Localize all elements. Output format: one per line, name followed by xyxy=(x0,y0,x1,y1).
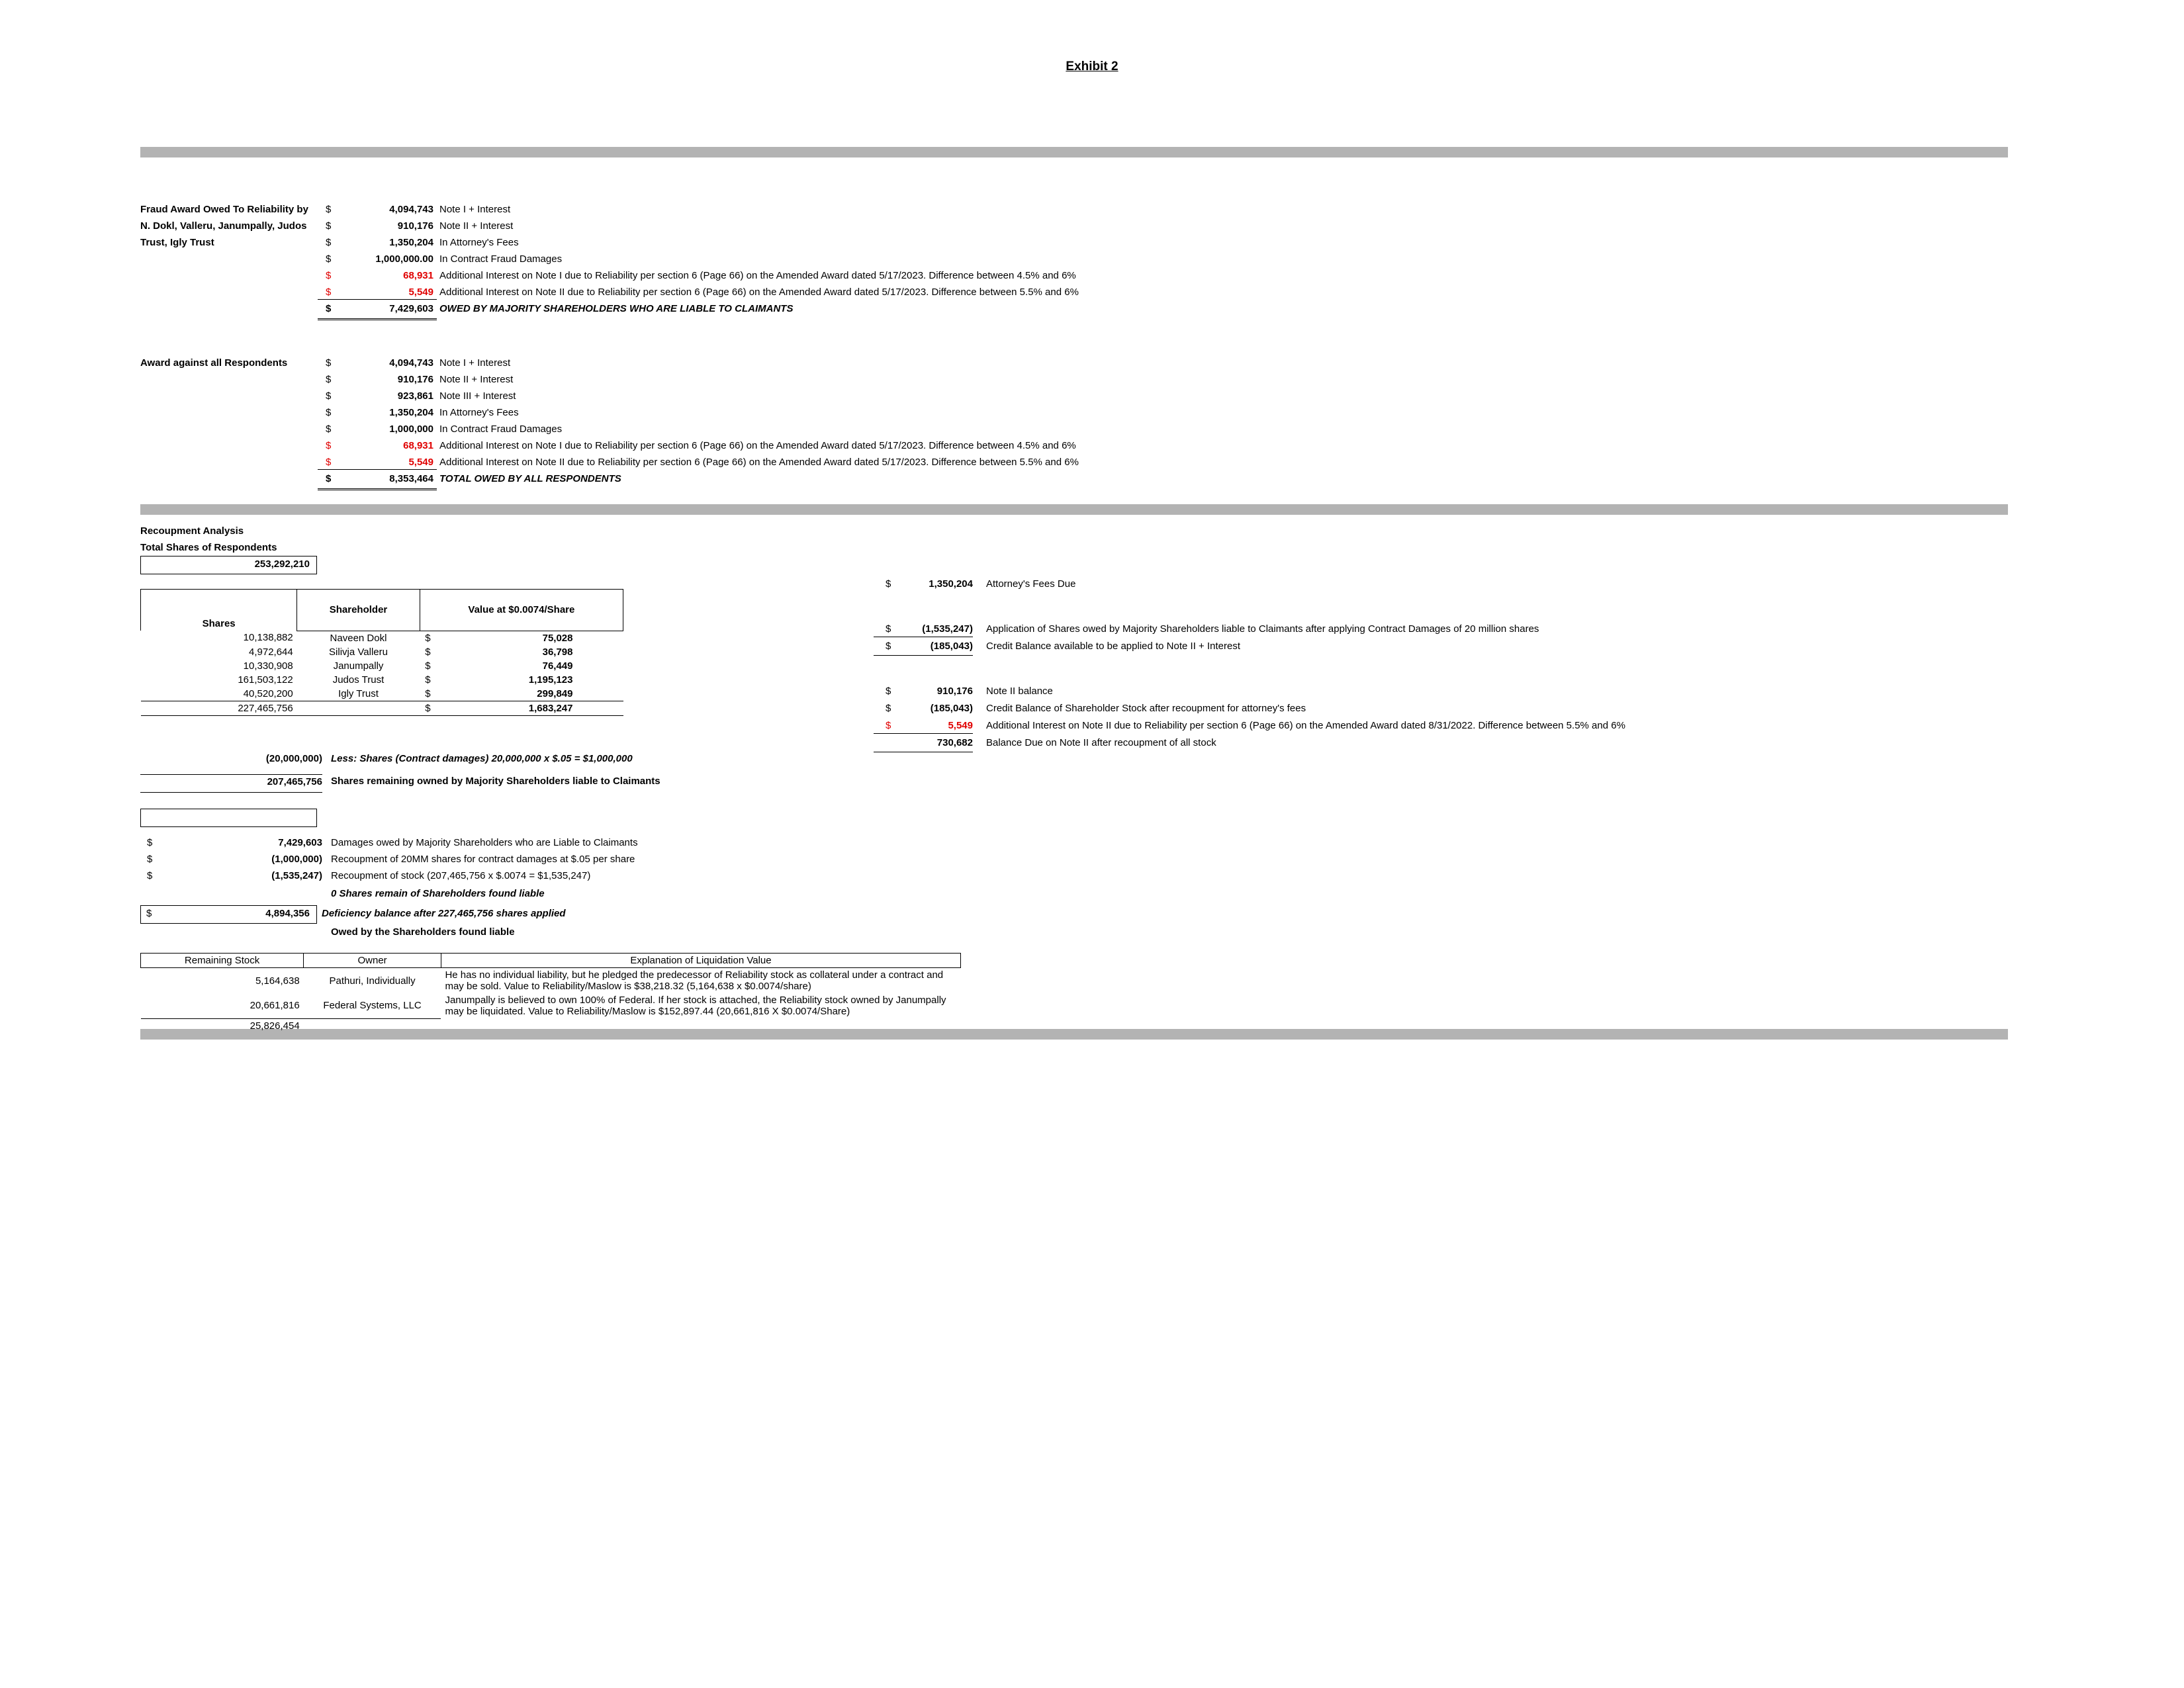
fraud-total-rule-double xyxy=(318,318,437,320)
additional-interest-symbol: $ xyxy=(886,720,891,731)
table-total-row xyxy=(141,1018,961,1033)
fraud-total-symbol: $ xyxy=(326,303,332,314)
header-shareholder: Shareholder xyxy=(297,590,420,631)
table-header-row xyxy=(141,590,623,631)
resp-row-5-symbol: $ xyxy=(326,440,332,451)
resp-row-6-desc: Additional Interest on Note II due to Reliability per section 6 (Page 66) on the Amended Award dated 5/17/2023. Difference between 5.5% and 6% xyxy=(439,457,1079,468)
fraud-award-label-line-3: Trust, Igly Trust xyxy=(140,237,214,248)
fraud-row-4-amount: 68,931 xyxy=(403,270,433,281)
fraud-row-4-symbol: $ xyxy=(326,270,332,281)
resp-total-symbol: $ xyxy=(326,473,332,484)
remaining-stock-table xyxy=(140,953,961,1033)
fraud-total-rule xyxy=(318,299,437,300)
resp-row-4-amount: 1,000,000 xyxy=(389,423,433,435)
remaining-shares-amount: 207,465,756 xyxy=(140,774,322,787)
resp-row-1-symbol: $ xyxy=(326,374,332,385)
fraud-award-label-line-1: Fraud Award Owed To Reliability by xyxy=(140,204,308,215)
damages-1-desc: Recoupment of 20MM shares for contract damages at $.05 per share xyxy=(331,854,635,865)
fraud-row-0-amount: 4,094,743 xyxy=(389,204,433,215)
resp-row-6-symbol: $ xyxy=(326,457,332,468)
additional-interest-desc: Additional Interest on Note II due to Reliability per section 6 (Page 66) on the Amended Award dated 8/31/2022. Difference between 5.5% and 6% xyxy=(986,720,1625,731)
row-4-value: 299,849 xyxy=(537,688,573,699)
stock-row-1-explanation: Janumpally is believed to own 100% of Federal. If her stock is attached, the Reliability stock owned by Janumpally may be liquidated. Value to Reliability/Maslow is $152,897.44 (20,661,816 X $0.0074/Share) xyxy=(445,995,946,1017)
row-4-symbol: $ xyxy=(425,688,431,699)
deficiency-desc-2: Owed by the Shareholders found liable xyxy=(331,926,515,938)
resp-row-2-symbol: $ xyxy=(326,390,332,402)
resp-row-3-amount: 1,350,204 xyxy=(389,407,433,418)
damages-0-desc: Damages owed by Majority Shareholders who are Liable to Claimants xyxy=(331,837,638,848)
stock-row-0-explanation: He has no individual liability, but he pledged the predecessor of Reliability stock as collateral under a contract and may be sold. Value to Reliability/Maslow is $38,218.32 (5,164,638 x $0.0074/share) xyxy=(445,969,944,992)
note2-balance-desc: Note II balance xyxy=(986,686,1053,697)
resp-total-rule-double xyxy=(318,488,437,490)
credit-balance-desc: Credit Balance available to be applied to Note II + Interest xyxy=(986,641,1240,652)
fraud-row-4-desc: Additional Interest on Note I due to Reliability per section 6 (Page 66) on the Amended Award dated 5/17/2023. Difference between 4.5% and 6% xyxy=(439,270,1076,281)
deficiency-symbol: $ xyxy=(146,908,152,919)
resp-row-5-desc: Additional Interest on Note I due to Reliability per section 6 (Page 66) on the Amended Award dated 5/17/2023. Difference between 4.5% and 6% xyxy=(439,440,1076,451)
fraud-row-3-symbol: $ xyxy=(326,253,332,265)
stock-row-0-owner: Pathuri, Individually xyxy=(329,975,416,987)
fraud-row-1-desc: Note II + Interest xyxy=(439,220,514,232)
fraud-total-desc: OWED BY MAJORITY SHAREHOLDERS WHO ARE LIABLE TO CLAIMANTS xyxy=(439,303,794,314)
row-3-symbol: $ xyxy=(425,674,431,686)
row-1-symbol: $ xyxy=(425,646,431,658)
header-shares: Shares xyxy=(141,590,297,631)
row-4-shares: 40,520,200 xyxy=(141,687,297,701)
resp-row-5-amount: 68,931 xyxy=(403,440,433,451)
resp-row-3-desc: In Attorney's Fees xyxy=(439,407,519,418)
attorney-fees-desc: Attorney's Fees Due xyxy=(986,578,1076,590)
share-total-value: 1,683,247 xyxy=(528,702,573,714)
row-2-value: 76,449 xyxy=(542,660,573,672)
resp-total-rule xyxy=(318,469,437,470)
shareholder-value-table xyxy=(140,589,623,716)
remaining-shares-desc: Shares remaining owned by Majority Shareholders liable to Claimants xyxy=(331,776,660,787)
row-0-symbol: $ xyxy=(425,632,431,644)
fraud-row-0-symbol: $ xyxy=(326,204,332,215)
fraud-award-label-line-2: N. Dokl, Valleru, Janumpally, Judos xyxy=(140,220,307,232)
resp-row-1-desc: Note II + Interest xyxy=(439,374,514,385)
credit-after-symbol: $ xyxy=(886,703,891,714)
resp-row-4-symbol: $ xyxy=(326,423,332,435)
table-row xyxy=(141,631,623,645)
stock-total: 25,826,454 xyxy=(250,1020,300,1032)
balance-due-rule xyxy=(874,733,973,734)
fraud-row-2-desc: In Attorney's Fees xyxy=(439,237,519,248)
resp-total-amount: 8,353,464 xyxy=(389,473,433,484)
page-title: Exhibit 2 xyxy=(1066,60,1118,73)
fraud-row-0-desc: Note I + Interest xyxy=(439,204,511,215)
all-respondents-label: Award against all Respondents xyxy=(140,357,288,369)
damages-2-amount: (1,535,247) xyxy=(271,870,322,881)
blank-box xyxy=(140,809,317,827)
table-header-row xyxy=(141,954,961,968)
header-remaining-stock: Remaining Stock xyxy=(141,954,304,968)
damages-0-amount: 7,429,603 xyxy=(278,837,322,848)
resp-row-2-amount: 923,861 xyxy=(397,390,433,402)
fraud-row-5-amount: 5,549 xyxy=(408,287,433,298)
credit-after-desc: Credit Balance of Shareholder Stock after recoupment for attorney's fees xyxy=(986,703,1306,714)
divider-band-middle xyxy=(140,504,2008,515)
resp-total-desc: TOTAL OWED BY ALL RESPONDENTS xyxy=(439,473,621,484)
total-shares-value: 253,292,210 xyxy=(254,558,310,570)
zero-shares-note: 0 Shares remain of Shareholders found liable xyxy=(331,888,545,899)
resp-row-1-amount: 910,176 xyxy=(397,374,433,385)
note2-balance-amount: 910,176 xyxy=(936,686,973,697)
fraud-row-1-amount: 910,176 xyxy=(397,220,433,232)
recoupment-subheading: Total Shares of Respondents xyxy=(140,542,277,553)
resp-row-6-amount: 5,549 xyxy=(408,457,433,468)
fraud-row-5-symbol: $ xyxy=(326,287,332,298)
row-3-shares: 161,503,122 xyxy=(238,674,293,686)
fraud-row-2-symbol: $ xyxy=(326,237,332,248)
row-3-value: 1,195,123 xyxy=(528,674,573,686)
damages-1-amount: (1,000,000) xyxy=(271,854,322,865)
resp-row-0-amount: 4,094,743 xyxy=(389,357,433,369)
resp-row-0-symbol: $ xyxy=(326,357,332,369)
deficiency-desc: Deficiency balance after 227,465,756 shares applied xyxy=(322,908,566,919)
credit-balance-amount: (185,043) xyxy=(930,641,973,652)
row-2-holder: Janumpally xyxy=(333,660,384,672)
additional-interest-amount: 5,549 xyxy=(948,720,973,731)
fraud-row-2-amount: 1,350,204 xyxy=(389,237,433,248)
recoupment-heading: Recoupment Analysis xyxy=(140,525,244,537)
fraud-row-3-desc: In Contract Fraud Damages xyxy=(439,253,563,265)
damages-0-symbol: $ xyxy=(147,837,153,848)
damages-2-desc: Recoupment of stock (207,465,756 x $.0074 = $1,535,247) xyxy=(331,870,591,881)
row-1-shares: 4,972,644 xyxy=(249,646,293,658)
damages-2-symbol: $ xyxy=(147,870,153,881)
note2-balance-symbol: $ xyxy=(886,686,891,697)
fraud-row-5-desc: Additional Interest on Note II due to Reliability per section 6 (Page 66) on the Amended Award dated 5/17/2023. Difference between 5.5% and 6% xyxy=(439,287,1079,298)
row-4-holder: Igly Trust xyxy=(297,687,420,701)
stock-row-1-amount: 20,661,816 xyxy=(141,993,304,1018)
row-2-symbol: $ xyxy=(425,660,431,672)
header-value-per-share: Value at $0.0074/Share xyxy=(420,590,623,631)
row-1-holder: Silivja Valleru xyxy=(329,646,388,658)
table-row xyxy=(141,673,623,687)
credit-balance-rule-2 xyxy=(874,655,973,656)
table-row xyxy=(141,993,961,1018)
row-3-holder: Judos Trust xyxy=(332,674,385,686)
table-row xyxy=(141,968,961,994)
remaining-shares-rule xyxy=(140,792,322,793)
row-0-shares: 10,138,882 xyxy=(243,632,293,644)
stock-row-0-amount: 5,164,638 xyxy=(255,975,300,987)
row-2-shares: 10,330,908 xyxy=(243,660,293,672)
table-row xyxy=(141,659,623,673)
deficiency-amount: 4,894,356 xyxy=(265,908,310,919)
credit-balance-symbol: $ xyxy=(886,641,891,652)
less-shares-amount: (20,000,000) xyxy=(265,753,322,764)
table-row xyxy=(141,687,623,701)
total-shares-box xyxy=(140,556,317,574)
row-1-value: 36,798 xyxy=(542,646,573,658)
header-explanation: Explanation of Liquidation Value xyxy=(441,954,960,968)
attorney-fees-symbol: $ xyxy=(886,578,891,590)
stock-row-1-owner: Federal Systems, LLC xyxy=(304,993,441,1018)
less-shares-desc: Less: Shares (Contract damages) 20,000,000 x $.05 = $1,000,000 xyxy=(331,753,633,764)
fraud-total-amount: 7,429,603 xyxy=(389,303,433,314)
divider-band-top xyxy=(140,147,2008,157)
application-symbol: $ xyxy=(886,623,891,635)
application-desc: Application of Shares owed by Majority Shareholders liable to Claimants after applying Contract Damages of 20 million shares xyxy=(986,623,1539,635)
share-total-symbol: $ xyxy=(425,702,431,714)
balance-due-desc: Balance Due on Note II after recoupment of all stock xyxy=(986,737,1216,748)
resp-row-2-desc: Note III + Interest xyxy=(439,390,516,402)
resp-row-3-symbol: $ xyxy=(326,407,332,418)
application-amount: (1,535,247) xyxy=(922,623,973,635)
resp-row-0-desc: Note I + Interest xyxy=(439,357,511,369)
share-total-shares: 227,465,756 xyxy=(141,701,297,715)
attorney-fees-amount: 1,350,204 xyxy=(929,578,973,590)
row-0-value: 75,028 xyxy=(542,632,573,644)
fraud-row-3-amount: 1,000,000.00 xyxy=(375,253,433,265)
resp-row-4-desc: In Contract Fraud Damages xyxy=(439,423,563,435)
table-row xyxy=(141,645,623,659)
credit-after-amount: (185,043) xyxy=(930,703,973,714)
damages-1-symbol: $ xyxy=(147,854,153,865)
balance-due-amount: 730,682 xyxy=(936,737,973,748)
fraud-row-1-symbol: $ xyxy=(326,220,332,232)
row-0-holder: Naveen Dokl xyxy=(330,632,387,644)
table-total-row xyxy=(141,701,623,715)
header-owner: Owner xyxy=(304,954,441,968)
deficiency-box xyxy=(140,905,317,924)
